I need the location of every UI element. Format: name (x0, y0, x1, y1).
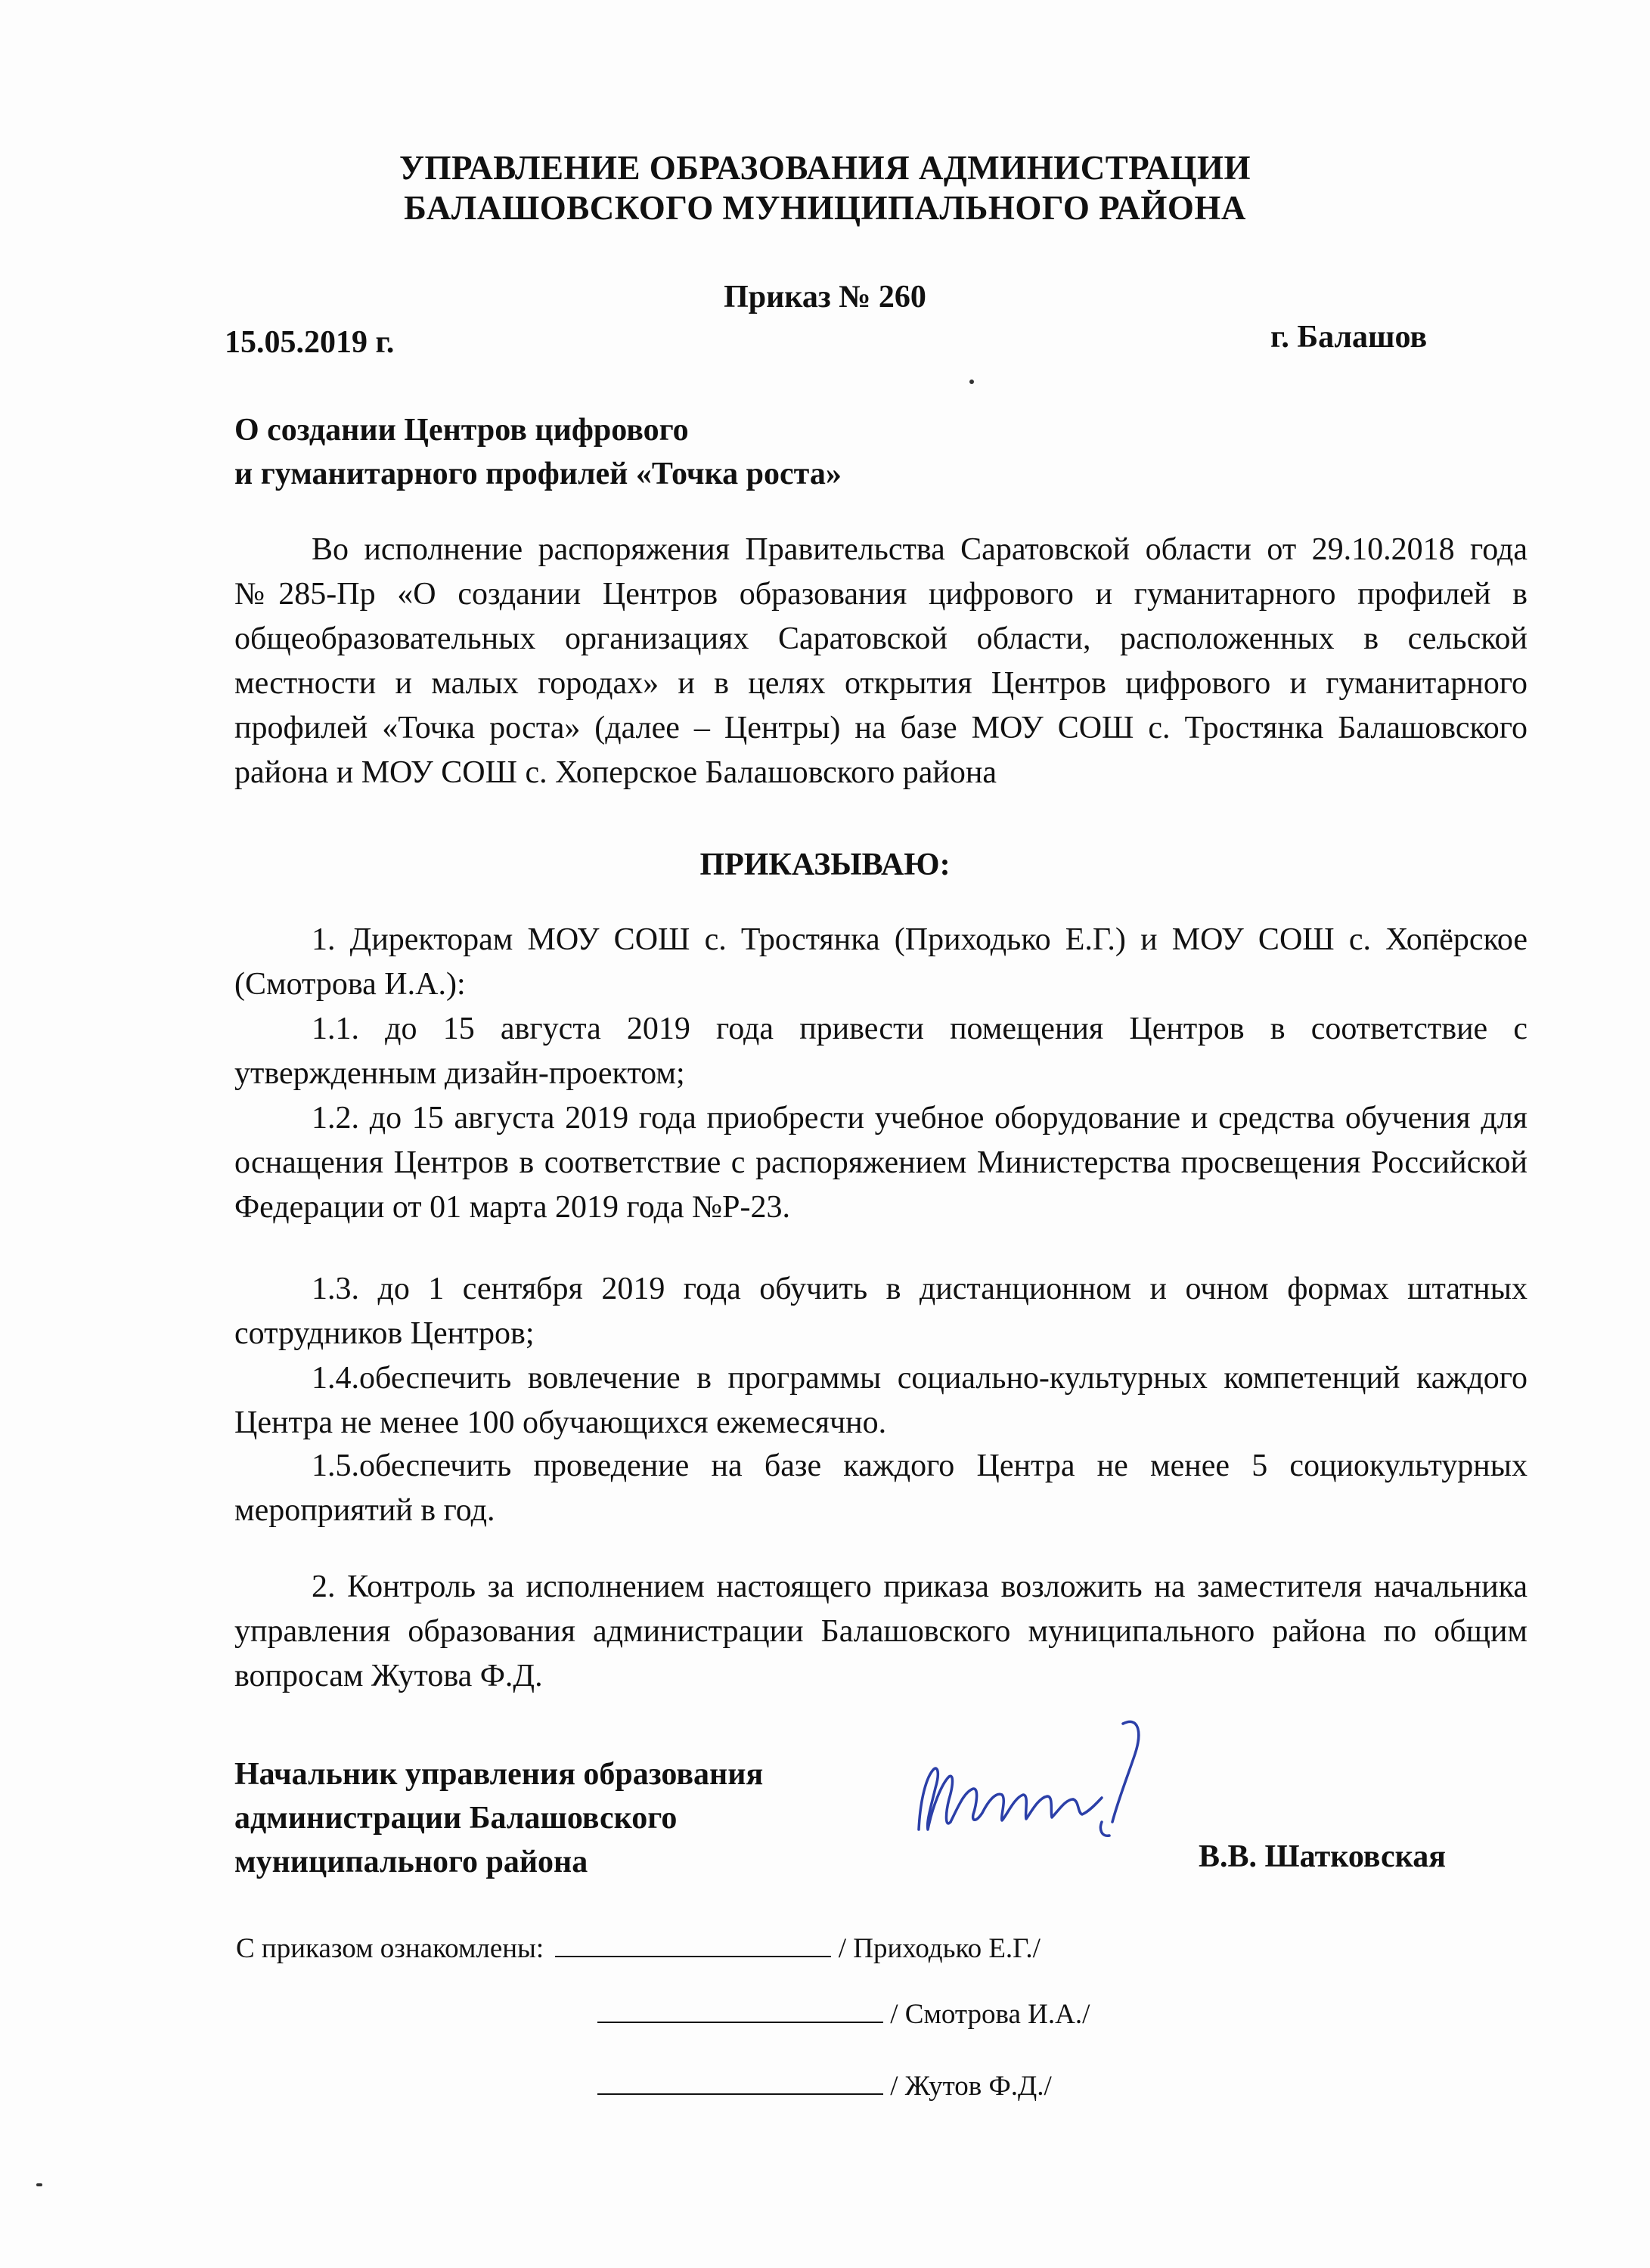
ack-row-1 (236, 1930, 1041, 1963)
ack-signature-line-3 (597, 2068, 883, 2095)
ack-person-2: / Смотрова И.А./ (890, 1999, 1090, 2030)
ack-label: С приказом ознакомлены: (236, 1933, 544, 1964)
item-1-3: 1.3. до 1 сентября 2019 года обучить в дистанционном и очном формах штатных сотрудников Центров; (234, 1272, 1527, 1351)
subject-line-2: и гуманитарного профилей «Точка роста» (234, 457, 842, 491)
scan-speck (969, 380, 974, 384)
signatory-title (234, 1752, 763, 1884)
ack-signature-line-1 (555, 1930, 831, 1957)
ack-signature-line-2 (597, 1996, 883, 2023)
order-date: 15.05.2019 г. (225, 325, 395, 360)
header-line-1: УПРАВЛЕНИЕ ОБРАЗОВАНИЯ АДМИНИСТРАЦИИ (399, 149, 1251, 187)
order-number: Приказ № 260 (724, 280, 926, 314)
order-city: г. Балашов (1270, 320, 1428, 355)
signatory-name: В.В. Шатковская (1199, 1839, 1446, 1874)
order-heading: ПРИКАЗЫВАЮ: (699, 847, 951, 882)
preamble-paragraph: Во исполнение распоряжения Правительства Саратовской области от 29.10.2018 года №285-Пр «О создании Центров образования цифрового и гуманитарного профилей в общеобразовательных организациях Саратовской области, расположенных в сельской местности и малых городах» и в целях открытия Центров цифрового и гуманитарного профилей «Точка роста» (далее – Центры) на базе МОУ СОШ с. Тростянка Балашовского района и МОУ СОШ с. Хоперское Балашовского района (234, 532, 1527, 790)
handwritten-signature (904, 1716, 1176, 1867)
item-2: 2. Контроль за исполнением настоящего приказа возложить на заместителя начальника управления образования администрации Балашовского муниципального района по общим вопросам Жутова Ф.Д. (234, 1569, 1527, 1693)
signatory-title-line-1: Начальник управления образования (234, 1757, 764, 1792)
scan-speck-corner (36, 2183, 42, 2186)
header-line-2: БАЛАШОВСКОГО МУНИЦИПАЛЬНОГО РАЙОНА (404, 189, 1246, 227)
ack-person-3: / Жутов Ф.Д./ (890, 2071, 1052, 2102)
item-1-4: 1.4.обеспечить вовлечение в программы социально-культурных компетенций каждого Центра не менее 100 обучающихся ежемесячно. (234, 1361, 1527, 1440)
order-subject (234, 408, 842, 496)
item-1-2: 1.2. до 15 августа 2019 года приобрести учебное оборудование и средства обучения для оснащения Центров в соответствие с распоряжением Министерства просвещения Российской Федерации от 01 марта 2019 года №Р-23. (234, 1101, 1527, 1225)
subject-line-1: О создании Центров цифрового (234, 413, 689, 448)
signatory-title-line-3: муниципального района (234, 1845, 588, 1879)
ack-person-1: / Приходько Е.Г./ (838, 1933, 1041, 1964)
item-1-5: 1.5.обеспечить проведение на базе каждого Центра не менее 5 социокультурных мероприятий в год. (234, 1448, 1527, 1528)
item-1-1: 1.1. до 15 августа 2019 года привести помещения Центров в соответствие с утвержденным дизайн-проектом; (234, 1012, 1527, 1091)
ack-row-3 (597, 2068, 1052, 2100)
item-1: 1. Директорам МОУ СОШ с. Тростянка (Приходько Е.Г.) и МОУ СОШ с. Хопёрское (Смотрова И.А.): (234, 922, 1527, 1002)
signatory-title-line-2: администрации Балашовского (234, 1801, 678, 1836)
ack-row-2 (597, 1996, 1090, 2028)
